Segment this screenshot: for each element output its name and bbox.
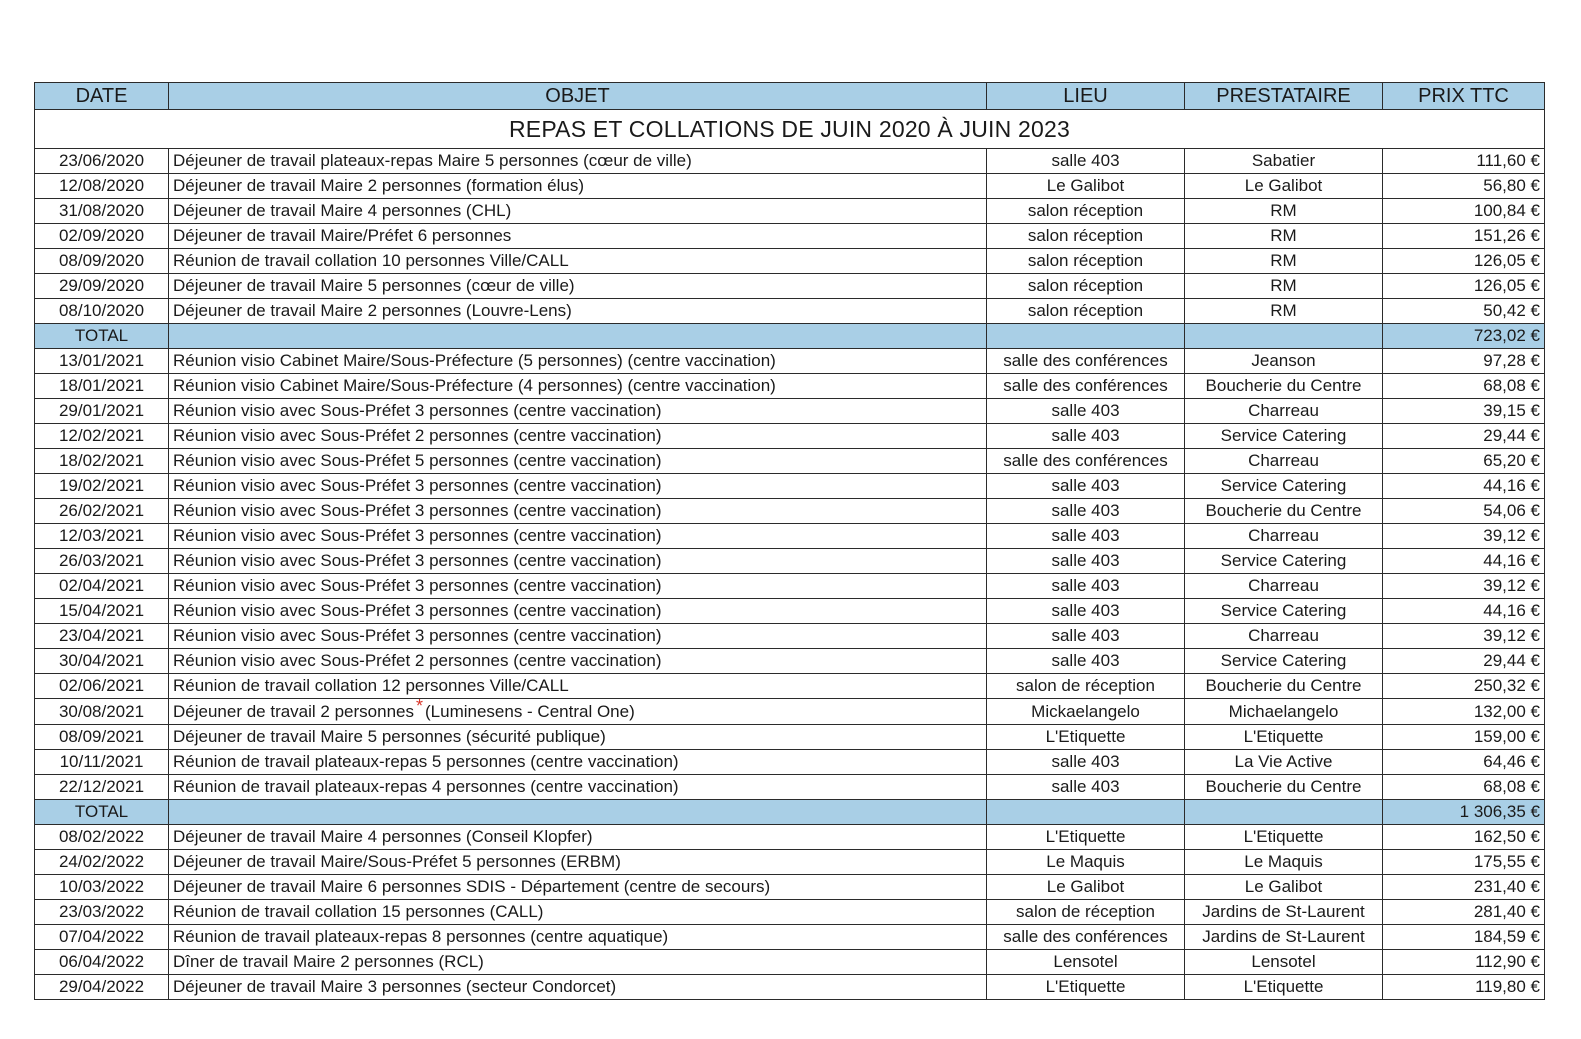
cell-lieu: salle 403 xyxy=(987,524,1185,549)
total-label: TOTAL xyxy=(35,324,169,349)
cell-prestataire: Service Catering xyxy=(1185,599,1383,624)
cell-date: 23/03/2022 xyxy=(35,900,169,925)
cell-objet: Réunion visio avec Sous-Préfet 5 personnes (centre vaccination) xyxy=(169,449,987,474)
cell-prestataire: Jardins de St-Laurent xyxy=(1185,925,1383,950)
cell-lieu: salle des conférences xyxy=(987,349,1185,374)
table-title-row xyxy=(35,110,1545,149)
table-row xyxy=(35,499,1545,524)
cell-objet xyxy=(169,699,987,725)
cell-prestataire: Service Catering xyxy=(1185,549,1383,574)
cell-prestataire: La Vie Active xyxy=(1185,750,1383,775)
table-row xyxy=(35,850,1545,875)
cell-lieu: salle 403 xyxy=(987,775,1185,800)
cell-lieu: salle des conférences xyxy=(987,925,1185,950)
cell-date: 08/02/2022 xyxy=(35,825,169,850)
cell-lieu: Le Galibot xyxy=(987,875,1185,900)
cell-objet: Réunion de travail collation 10 personnes Ville/CALL xyxy=(169,249,987,274)
total-row xyxy=(35,324,1545,349)
cell-prix: 56,80 € xyxy=(1383,174,1545,199)
total-empty-cell xyxy=(169,324,987,349)
cell-prix: 175,55 € xyxy=(1383,850,1545,875)
cell-prestataire: L'Etiquette xyxy=(1185,975,1383,1000)
total-empty-cell xyxy=(1185,324,1383,349)
cell-objet: Réunion visio avec Sous-Préfet 3 personnes (centre vaccination) xyxy=(169,399,987,424)
cell-objet: Réunion de travail plateaux-repas 8 personnes (centre aquatique) xyxy=(169,925,987,950)
cell-objet: Déjeuner de travail Maire 5 personnes (sécurité publique) xyxy=(169,725,987,750)
cell-date: 26/02/2021 xyxy=(35,499,169,524)
cell-prix: 231,40 € xyxy=(1383,875,1545,900)
table-row xyxy=(35,900,1545,925)
header-lieu: LIEU xyxy=(987,83,1185,110)
cell-prestataire: Boucherie du Centre xyxy=(1185,499,1383,524)
cell-lieu: Le Maquis xyxy=(987,850,1185,875)
cell-lieu: L'Etiquette xyxy=(987,975,1185,1000)
cell-prestataire: Charreau xyxy=(1185,449,1383,474)
cell-date: 02/04/2021 xyxy=(35,574,169,599)
cell-objet: Réunion visio avec Sous-Préfet 2 personnes (centre vaccination) xyxy=(169,424,987,449)
table-row xyxy=(35,249,1545,274)
cell-lieu: salle 403 xyxy=(987,649,1185,674)
cell-prix: 50,42 € xyxy=(1383,299,1545,324)
cell-prix: 126,05 € xyxy=(1383,249,1545,274)
cell-prix: 112,90 € xyxy=(1383,950,1545,975)
cell-date: 24/02/2022 xyxy=(35,850,169,875)
cell-date: 31/08/2020 xyxy=(35,199,169,224)
cell-prestataire: L'Etiquette xyxy=(1185,825,1383,850)
header-objet: OBJET xyxy=(169,83,987,110)
cell-prix: 44,16 € xyxy=(1383,599,1545,624)
cell-prestataire: Jeanson xyxy=(1185,349,1383,374)
cell-prix: 68,08 € xyxy=(1383,775,1545,800)
cell-lieu: salle 403 xyxy=(987,424,1185,449)
table-row xyxy=(35,674,1545,699)
cell-lieu: salle 403 xyxy=(987,599,1185,624)
cell-prix: 159,00 € xyxy=(1383,725,1545,750)
cell-objet: Réunion visio avec Sous-Préfet 3 personnes (centre vaccination) xyxy=(169,574,987,599)
cell-objet: Réunion visio avec Sous-Préfet 2 personnes (centre vaccination) xyxy=(169,649,987,674)
cell-prix: 281,40 € xyxy=(1383,900,1545,925)
cell-lieu: salon réception xyxy=(987,249,1185,274)
total-empty-cell xyxy=(987,324,1185,349)
cell-objet: Réunion visio avec Sous-Préfet 3 personnes (centre vaccination) xyxy=(169,474,987,499)
cell-objet: Réunion visio Cabinet Maire/Sous-Préfecture (4 personnes) (centre vaccination) xyxy=(169,374,987,399)
table-row xyxy=(35,549,1545,574)
cell-objet: Réunion visio avec Sous-Préfet 3 personnes (centre vaccination) xyxy=(169,624,987,649)
table-row xyxy=(35,599,1545,624)
cell-prestataire: Le Galibot xyxy=(1185,875,1383,900)
cell-lieu: salle 403 xyxy=(987,574,1185,599)
table-row xyxy=(35,950,1545,975)
cell-prestataire: Le Maquis xyxy=(1185,850,1383,875)
cell-date: 29/09/2020 xyxy=(35,274,169,299)
cell-prestataire: Charreau xyxy=(1185,574,1383,599)
cell-lieu: Le Galibot xyxy=(987,174,1185,199)
cell-prix: 54,06 € xyxy=(1383,499,1545,524)
cell-lieu: salon réception xyxy=(987,224,1185,249)
cell-lieu: salon réception xyxy=(987,274,1185,299)
total-row xyxy=(35,800,1545,825)
cell-objet: Déjeuner de travail plateaux-repas Maire 5 personnes (cœur de ville) xyxy=(169,149,987,174)
table-row xyxy=(35,474,1545,499)
table-row xyxy=(35,875,1545,900)
cell-objet: Réunion visio avec Sous-Préfet 3 personnes (centre vaccination) xyxy=(169,549,987,574)
cell-lieu: Mickaelangelo xyxy=(987,699,1185,725)
total-value: 1 306,35 € xyxy=(1383,800,1545,825)
cell-objet: Réunion visio Cabinet Maire/Sous-Préfecture (5 personnes) (centre vaccination) xyxy=(169,349,987,374)
cell-prix: 126,05 € xyxy=(1383,274,1545,299)
cell-prestataire: Boucherie du Centre xyxy=(1185,674,1383,699)
table-row xyxy=(35,299,1545,324)
cell-date: 22/12/2021 xyxy=(35,775,169,800)
cell-date: 02/09/2020 xyxy=(35,224,169,249)
cell-lieu: salle 403 xyxy=(987,474,1185,499)
table-row xyxy=(35,775,1545,800)
table-body xyxy=(35,149,1545,1000)
cell-objet: Réunion visio avec Sous-Préfet 3 personnes (centre vaccination) xyxy=(169,499,987,524)
cell-objet: Déjeuner de travail Maire 6 personnes SDIS - Département (centre de secours) xyxy=(169,875,987,900)
cell-prix: 29,44 € xyxy=(1383,649,1545,674)
cell-date: 07/04/2022 xyxy=(35,925,169,950)
cell-objet: Réunion visio avec Sous-Préfet 3 personnes (centre vaccination) xyxy=(169,599,987,624)
cell-prestataire: Lensotel xyxy=(1185,950,1383,975)
cell-objet: Déjeuner de travail Maire 4 personnes (Conseil Klopfer) xyxy=(169,825,987,850)
cell-prestataire: Charreau xyxy=(1185,399,1383,424)
table-row xyxy=(35,349,1545,374)
cell-prix: 39,12 € xyxy=(1383,574,1545,599)
cell-date: 08/09/2020 xyxy=(35,249,169,274)
cell-lieu: Lensotel xyxy=(987,950,1185,975)
cell-lieu: salle 403 xyxy=(987,624,1185,649)
cell-date: 08/09/2021 xyxy=(35,725,169,750)
header-row xyxy=(35,83,1545,110)
total-label: TOTAL xyxy=(35,800,169,825)
cell-prestataire: RM xyxy=(1185,199,1383,224)
cell-date: 10/11/2021 xyxy=(35,750,169,775)
cell-prestataire: Service Catering xyxy=(1185,649,1383,674)
header-date: DATE xyxy=(35,83,169,110)
cell-objet: Déjeuner de travail Maire 4 personnes (CHL) xyxy=(169,199,987,224)
table-row xyxy=(35,174,1545,199)
cell-prix: 39,15 € xyxy=(1383,399,1545,424)
cell-prix: 151,26 € xyxy=(1383,224,1545,249)
cell-objet: Déjeuner de travail Maire 3 personnes (secteur Condorcet) xyxy=(169,975,987,1000)
cell-date: 13/01/2021 xyxy=(35,349,169,374)
table-row xyxy=(35,624,1545,649)
cell-prestataire: Charreau xyxy=(1185,524,1383,549)
cell-lieu: salle des conférences xyxy=(987,374,1185,399)
cell-prix: 250,32 € xyxy=(1383,674,1545,699)
cell-lieu: salle 403 xyxy=(987,399,1185,424)
table-row xyxy=(35,699,1545,725)
cell-prix: 100,84 € xyxy=(1383,199,1545,224)
table-row xyxy=(35,224,1545,249)
cell-lieu: L'Etiquette xyxy=(987,825,1185,850)
cell-lieu: salle des conférences xyxy=(987,449,1185,474)
cell-objet: Déjeuner de travail Maire/Sous-Préfet 5 personnes (ERBM) xyxy=(169,850,987,875)
cell-objet: Réunion de travail plateaux-repas 5 personnes (centre vaccination) xyxy=(169,750,987,775)
cell-date: 12/03/2021 xyxy=(35,524,169,549)
header-prix: PRIX TTC xyxy=(1383,83,1545,110)
table-row xyxy=(35,649,1545,674)
cell-objet: Réunion de travail plateaux-repas 4 personnes (centre vaccination) xyxy=(169,775,987,800)
cell-date: 30/08/2021 xyxy=(35,699,169,725)
cell-prestataire: Charreau xyxy=(1185,624,1383,649)
cell-date: 23/04/2021 xyxy=(35,624,169,649)
total-empty-cell xyxy=(1185,800,1383,825)
table-row xyxy=(35,424,1545,449)
cell-prestataire: RM xyxy=(1185,299,1383,324)
cell-date: 12/08/2020 xyxy=(35,174,169,199)
cell-lieu: salle 403 xyxy=(987,549,1185,574)
cell-objet: Réunion de travail collation 15 personnes (CALL) xyxy=(169,900,987,925)
table-row xyxy=(35,149,1545,174)
cell-prestataire: Service Catering xyxy=(1185,424,1383,449)
cell-date: 02/06/2021 xyxy=(35,674,169,699)
cell-date: 29/04/2022 xyxy=(35,975,169,1000)
cell-prestataire: L'Etiquette xyxy=(1185,725,1383,750)
table-row xyxy=(35,574,1545,599)
cell-lieu: salon de réception xyxy=(987,674,1185,699)
cell-objet: Réunion visio avec Sous-Préfet 3 personnes (centre vaccination) xyxy=(169,524,987,549)
cell-prestataire: Michaelangelo xyxy=(1185,699,1383,725)
cell-prestataire: RM xyxy=(1185,274,1383,299)
cell-lieu: salle 403 xyxy=(987,750,1185,775)
total-value: 723,02 € xyxy=(1383,324,1545,349)
cell-prix: 44,16 € xyxy=(1383,549,1545,574)
cell-lieu: salle 403 xyxy=(987,149,1185,174)
cell-date: 08/10/2020 xyxy=(35,299,169,324)
table-row xyxy=(35,199,1545,224)
cell-prestataire: Boucherie du Centre xyxy=(1185,374,1383,399)
cell-prestataire: RM xyxy=(1185,249,1383,274)
table-row xyxy=(35,825,1545,850)
cell-date: 29/01/2021 xyxy=(35,399,169,424)
table-title: REPAS ET COLLATIONS DE JUIN 2020 À JUIN 2023 xyxy=(35,110,1545,149)
cell-prix: 97,28 € xyxy=(1383,349,1545,374)
cell-lieu: salon réception xyxy=(987,299,1185,324)
cell-date: 19/02/2021 xyxy=(35,474,169,499)
cell-objet: Déjeuner de travail Maire 2 personnes (formation élus) xyxy=(169,174,987,199)
cell-prix: 44,16 € xyxy=(1383,474,1545,499)
cell-prix: 68,08 € xyxy=(1383,374,1545,399)
cell-prix: 29,44 € xyxy=(1383,424,1545,449)
table-row xyxy=(35,725,1545,750)
total-empty-cell xyxy=(987,800,1185,825)
table-row xyxy=(35,524,1545,549)
expense-table xyxy=(34,82,1545,1000)
cell-prix: 162,50 € xyxy=(1383,825,1545,850)
cell-objet: Déjeuner de travail Maire 2 personnes (Louvre-Lens) xyxy=(169,299,987,324)
cell-prix: 132,00 € xyxy=(1383,699,1545,725)
cell-objet: Déjeuner de travail Maire/Préfet 6 personnes xyxy=(169,224,987,249)
cell-date: 30/04/2021 xyxy=(35,649,169,674)
cell-prix: 39,12 € xyxy=(1383,524,1545,549)
table-row xyxy=(35,274,1545,299)
table-row xyxy=(35,449,1545,474)
cell-objet: Dîner de travail Maire 2 personnes (RCL) xyxy=(169,950,987,975)
cell-prix: 119,80 € xyxy=(1383,975,1545,1000)
cell-date: 12/02/2021 xyxy=(35,424,169,449)
table-row xyxy=(35,399,1545,424)
cell-prestataire: Boucherie du Centre xyxy=(1185,775,1383,800)
cell-prestataire: Service Catering xyxy=(1185,474,1383,499)
cell-prix: 64,46 € xyxy=(1383,750,1545,775)
cell-prix: 39,12 € xyxy=(1383,624,1545,649)
cell-objet-suffix: (Luminesens - Central One) xyxy=(425,702,635,721)
table-row xyxy=(35,374,1545,399)
total-empty-cell xyxy=(169,800,987,825)
cell-objet: Déjeuner de travail Maire 5 personnes (cœur de ville) xyxy=(169,274,987,299)
cell-lieu: L'Etiquette xyxy=(987,725,1185,750)
cell-prix: 65,20 € xyxy=(1383,449,1545,474)
table-row xyxy=(35,750,1545,775)
cell-prestataire: Le Galibot xyxy=(1185,174,1383,199)
cell-objet: Réunion de travail collation 12 personnes Ville/CALL xyxy=(169,674,987,699)
cell-prix: 184,59 € xyxy=(1383,925,1545,950)
cell-prix: 111,60 € xyxy=(1383,149,1545,174)
header-prestataire: PRESTATAIRE xyxy=(1185,83,1383,110)
asterisk-mark: * xyxy=(415,698,423,716)
cell-date: 18/01/2021 xyxy=(35,374,169,399)
table-row xyxy=(35,975,1545,1000)
cell-lieu: salon réception xyxy=(987,199,1185,224)
cell-lieu: salon de réception xyxy=(987,900,1185,925)
cell-lieu: salle 403 xyxy=(987,499,1185,524)
cell-date: 23/06/2020 xyxy=(35,149,169,174)
expense-sheet xyxy=(34,82,1544,1000)
cell-date: 18/02/2021 xyxy=(35,449,169,474)
cell-date: 26/03/2021 xyxy=(35,549,169,574)
cell-prestataire: Sabatier xyxy=(1185,149,1383,174)
cell-date: 06/04/2022 xyxy=(35,950,169,975)
cell-date: 10/03/2022 xyxy=(35,875,169,900)
cell-prestataire: Jardins de St-Laurent xyxy=(1185,900,1383,925)
cell-objet-text: Déjeuner de travail 2 personnes xyxy=(173,702,414,721)
cell-date: 15/04/2021 xyxy=(35,599,169,624)
table-row xyxy=(35,925,1545,950)
cell-prestataire: RM xyxy=(1185,224,1383,249)
